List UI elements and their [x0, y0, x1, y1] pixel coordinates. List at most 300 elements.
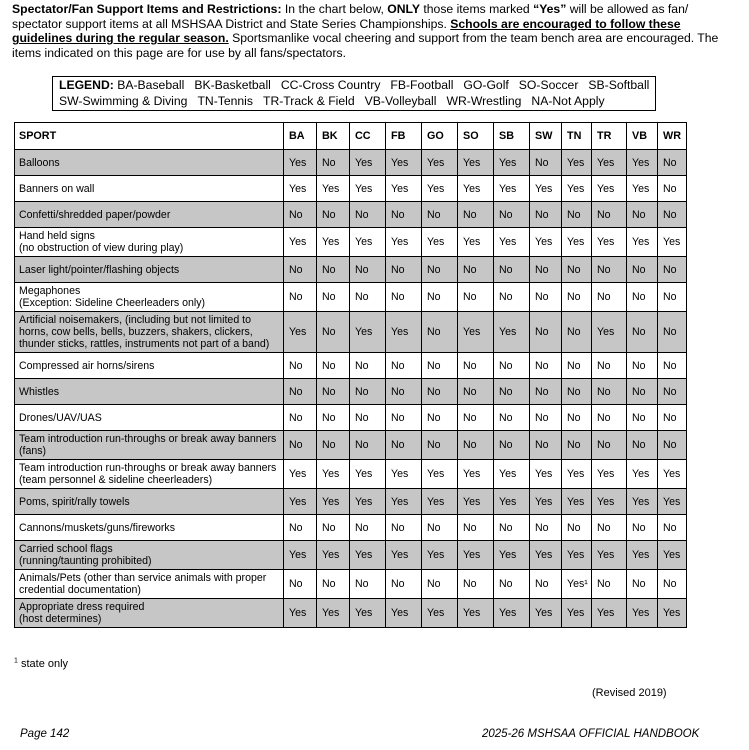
value-cell-cc: Yes	[350, 228, 386, 257]
value-cell-bk: No	[317, 515, 350, 541]
footnote-mark: 1	[14, 657, 18, 665]
value-cell-sb: No	[494, 570, 530, 599]
value-cell-sb: No	[494, 283, 530, 312]
value-cell-wr: No	[658, 257, 687, 283]
item-cell	[15, 541, 284, 570]
table-row	[15, 570, 687, 599]
value-cell-fb: Yes	[386, 541, 422, 570]
value-cell-fb: No	[386, 515, 422, 541]
table-row	[15, 257, 687, 283]
item-line: (team personnel & sideline cheerleaders)	[19, 474, 213, 486]
item-line: Compressed air horns/sirens	[19, 359, 155, 372]
value-cell-fb: No	[386, 570, 422, 599]
value-cell-fb: No	[386, 257, 422, 283]
value-cell-tn: No	[562, 257, 592, 283]
value-cell-tn: No	[562, 312, 592, 353]
value-cell-sb: Yes	[494, 460, 530, 489]
value-cell-sw: Yes	[530, 228, 562, 257]
value-cell-tr: Yes	[592, 150, 627, 176]
value-cell-fb: No	[386, 202, 422, 228]
value-cell-so: No	[458, 379, 494, 405]
item-line: (fans)	[19, 445, 47, 457]
column-header-bk: BK	[317, 123, 350, 150]
value-cell-go: No	[422, 257, 458, 283]
value-cell-tr: No	[592, 570, 627, 599]
column-header-wr: WR	[658, 123, 687, 150]
value-cell-fb: No	[386, 405, 422, 431]
item-cell	[15, 257, 284, 283]
value-cell-ba: No	[284, 405, 317, 431]
value-cell-tr: No	[592, 283, 627, 312]
value-cell-fb: No	[386, 283, 422, 312]
item-cell	[15, 283, 284, 312]
item-line: (host determines)	[19, 613, 102, 625]
item-line: Team introduction run-throughs or break away banners	[19, 462, 277, 474]
value-cell-sb: Yes	[494, 312, 530, 353]
value-cell-bk: No	[317, 150, 350, 176]
column-header-sw: SW	[530, 123, 562, 150]
value-cell-sb: Yes	[494, 489, 530, 515]
legend-box	[52, 76, 656, 111]
revised-note: (Revised 2019)	[592, 687, 667, 699]
value-cell-vb: No	[627, 515, 658, 541]
legend-item: SB-Softball	[588, 78, 650, 92]
item-line: horns, cow bells, bells, buzzers, shakers, clickers,	[19, 326, 253, 338]
item-cell	[15, 515, 284, 541]
value-cell-cc: No	[350, 379, 386, 405]
value-cell-wr: No	[658, 150, 687, 176]
item-cell	[15, 570, 284, 599]
item-cell	[15, 599, 284, 628]
item-cell	[15, 176, 284, 202]
value-cell-go: No	[422, 515, 458, 541]
value-cell-cc: No	[350, 431, 386, 460]
value-cell-fb: No	[386, 379, 422, 405]
item-cell	[15, 150, 284, 176]
item-line: Whistles	[19, 385, 60, 398]
item-line: (running/taunting prohibited)	[19, 555, 152, 567]
value-cell-so: Yes	[458, 176, 494, 202]
value-cell-ba: No	[284, 202, 317, 228]
table-row	[15, 176, 687, 202]
value-cell-go: No	[422, 202, 458, 228]
value-cell-bk: No	[317, 312, 350, 353]
legend-item: BK-Basketball	[194, 78, 271, 92]
value-cell-tr: Yes	[592, 312, 627, 353]
legend-item: SW-Swimming & Diving	[59, 93, 188, 108]
value-cell-sw: No	[530, 353, 562, 379]
value-cell-go: Yes	[422, 228, 458, 257]
value-cell-tn: No	[562, 202, 592, 228]
item-cell	[15, 202, 284, 228]
item-line: credential documentation)	[19, 584, 141, 596]
value-cell-so: Yes	[458, 312, 494, 353]
value-cell-cc: No	[350, 257, 386, 283]
value-cell-fb: Yes	[386, 228, 422, 257]
value-cell-go: No	[422, 431, 458, 460]
value-cell-tr: No	[592, 202, 627, 228]
intro-text-2: those items marked	[419, 2, 534, 16]
value-cell-so: Yes	[458, 228, 494, 257]
page-number: Page 142	[20, 728, 70, 740]
value-cell-vb: No	[627, 570, 658, 599]
value-cell-go: Yes	[422, 460, 458, 489]
value-cell-tr: No	[592, 257, 627, 283]
legend-item: NA-Not Apply	[531, 93, 605, 108]
item-cell	[15, 353, 284, 379]
value-cell-tr: No	[592, 405, 627, 431]
value-cell-sb: No	[494, 431, 530, 460]
value-cell-vb: No	[627, 379, 658, 405]
value-cell-go: No	[422, 353, 458, 379]
value-cell-tn: Yes	[562, 228, 592, 257]
value-cell-wr: No	[658, 202, 687, 228]
value-cell-bk: Yes	[317, 489, 350, 515]
footnote	[14, 658, 68, 670]
item-line: Artificial noisemakers, (including but not limited to	[19, 314, 251, 326]
value-cell-sw: No	[530, 431, 562, 460]
table-row	[15, 541, 687, 570]
value-cell-tn: Yes¹	[562, 570, 592, 599]
value-cell-vb: No	[627, 431, 658, 460]
value-cell-ba: Yes	[284, 228, 317, 257]
value-cell-so: Yes	[458, 460, 494, 489]
value-cell-wr: No	[658, 379, 687, 405]
item-cell	[15, 228, 284, 257]
value-cell-tn: Yes	[562, 150, 592, 176]
value-cell-fb: Yes	[386, 460, 422, 489]
value-cell-wr: No	[658, 353, 687, 379]
value-cell-tr: No	[592, 353, 627, 379]
value-cell-sb: No	[494, 257, 530, 283]
value-cell-fb: No	[386, 431, 422, 460]
legend-label: LEGEND:	[59, 78, 114, 92]
legend-item: BA-Baseball	[117, 78, 185, 92]
value-cell-tr: No	[592, 515, 627, 541]
value-cell-wr: Yes	[658, 599, 687, 628]
value-cell-bk: No	[317, 570, 350, 599]
value-cell-so: No	[458, 431, 494, 460]
column-header-so: SO	[458, 123, 494, 150]
value-cell-wr: No	[658, 176, 687, 202]
value-cell-vb: No	[627, 353, 658, 379]
value-cell-sw: No	[530, 570, 562, 599]
value-cell-cc: No	[350, 283, 386, 312]
value-cell-bk: Yes	[317, 228, 350, 257]
value-cell-go: Yes	[422, 176, 458, 202]
intro-text-4: Sportsmanlike vocal cheering and support from the team bench area are encouraged. The items indicated on this page are for use by all fans/spectators.	[12, 31, 719, 60]
value-cell-so: Yes	[458, 150, 494, 176]
intro-text-3: will be allowed as fan/ spectator support items at all MSHSAA District and State Series Championships.	[12, 2, 689, 31]
column-header-vb: VB	[627, 123, 658, 150]
item-line: Poms, spirit/rally towels	[19, 495, 130, 508]
value-cell-go: No	[422, 283, 458, 312]
value-cell-sw: No	[530, 150, 562, 176]
value-cell-sb: No	[494, 405, 530, 431]
value-cell-tr: Yes	[592, 460, 627, 489]
value-cell-sb: Yes	[494, 541, 530, 570]
value-cell-cc: Yes	[350, 541, 386, 570]
value-cell-sw: Yes	[530, 541, 562, 570]
item-cell	[15, 405, 284, 431]
value-cell-fb: Yes	[386, 312, 422, 353]
value-cell-wr: Yes	[658, 228, 687, 257]
value-cell-ba: Yes	[284, 312, 317, 353]
value-cell-ba: Yes	[284, 541, 317, 570]
value-cell-sb: Yes	[494, 176, 530, 202]
value-cell-so: No	[458, 202, 494, 228]
value-cell-bk: Yes	[317, 176, 350, 202]
value-cell-ba: No	[284, 257, 317, 283]
value-cell-bk: Yes	[317, 541, 350, 570]
value-cell-tn: Yes	[562, 599, 592, 628]
value-cell-cc: Yes	[350, 489, 386, 515]
item-line: Laser light/pointer/flashing objects	[19, 263, 180, 276]
value-cell-cc: No	[350, 405, 386, 431]
value-cell-bk: No	[317, 379, 350, 405]
table-row	[15, 431, 687, 460]
value-cell-bk: No	[317, 353, 350, 379]
table-row	[15, 515, 687, 541]
value-cell-sb: No	[494, 353, 530, 379]
column-header-go: GO	[422, 123, 458, 150]
value-cell-ba: No	[284, 431, 317, 460]
value-cell-wr: No	[658, 405, 687, 431]
legend-item: TR-Track & Field	[263, 93, 355, 108]
item-line: Hand held signs	[19, 230, 95, 242]
value-cell-ba: Yes	[284, 599, 317, 628]
column-header-tn: TN	[562, 123, 592, 150]
value-cell-vb: Yes	[627, 176, 658, 202]
item-line: Appropriate dress required	[19, 601, 145, 613]
value-cell-sw: No	[530, 283, 562, 312]
value-cell-go: No	[422, 405, 458, 431]
value-cell-so: No	[458, 353, 494, 379]
value-cell-so: No	[458, 283, 494, 312]
value-cell-tn: No	[562, 283, 592, 312]
value-cell-tr: Yes	[592, 599, 627, 628]
value-cell-tn: No	[562, 379, 592, 405]
value-cell-go: No	[422, 570, 458, 599]
value-cell-vb: No	[627, 257, 658, 283]
value-cell-so: No	[458, 405, 494, 431]
footnote-text: state only	[17, 658, 69, 670]
intro-heading: Spectator/Fan Support Items and Restrictions:	[12, 2, 282, 16]
table-row	[15, 353, 687, 379]
item-cell	[15, 379, 284, 405]
value-cell-tr: Yes	[592, 541, 627, 570]
value-cell-wr: No	[658, 283, 687, 312]
value-cell-sb: Yes	[494, 599, 530, 628]
column-header-sport: SPORT	[15, 123, 284, 150]
table-row	[15, 489, 687, 515]
value-cell-sb: Yes	[494, 150, 530, 176]
table-row	[15, 405, 687, 431]
legend-item: TN-Tennis	[197, 93, 253, 108]
value-cell-go: Yes	[422, 150, 458, 176]
table-row	[15, 228, 687, 257]
value-cell-ba: Yes	[284, 489, 317, 515]
value-cell-wr: Yes	[658, 460, 687, 489]
table-row	[15, 283, 687, 312]
item-line: thunder sticks, rattles, instruments not part of a band)	[19, 338, 270, 350]
item-line: Banners on wall	[19, 182, 95, 195]
value-cell-ba: Yes	[284, 460, 317, 489]
value-cell-tn: No	[562, 515, 592, 541]
value-cell-sw: No	[530, 257, 562, 283]
value-cell-wr: No	[658, 570, 687, 599]
legend-row-1	[59, 78, 649, 94]
handbook-title: 2025-26 MSHSAA OFFICIAL HANDBOOK	[482, 728, 700, 740]
legend-item: SO-Soccer	[518, 78, 579, 92]
column-header-fb: FB	[386, 123, 422, 150]
value-cell-sw: No	[530, 312, 562, 353]
value-cell-sb: No	[494, 379, 530, 405]
value-cell-cc: Yes	[350, 176, 386, 202]
value-cell-go: Yes	[422, 489, 458, 515]
value-cell-so: Yes	[458, 541, 494, 570]
table-row	[15, 202, 687, 228]
value-cell-cc: No	[350, 202, 386, 228]
value-cell-so: No	[458, 257, 494, 283]
value-cell-fb: Yes	[386, 489, 422, 515]
value-cell-cc: No	[350, 353, 386, 379]
legend-item: CC-Cross Country	[280, 78, 381, 92]
value-cell-vb: Yes	[627, 599, 658, 628]
value-cell-sw: Yes	[530, 176, 562, 202]
item-cell	[15, 431, 284, 460]
value-cell-fb: No	[386, 353, 422, 379]
value-cell-cc: Yes	[350, 312, 386, 353]
intro-text-1: In the chart below,	[281, 2, 388, 16]
value-cell-cc: No	[350, 570, 386, 599]
value-cell-wr: Yes	[658, 489, 687, 515]
value-cell-tr: No	[592, 431, 627, 460]
item-line: Animals/Pets (other than service animals with proper	[19, 572, 267, 584]
value-cell-tn: Yes	[562, 460, 592, 489]
value-cell-bk: Yes	[317, 599, 350, 628]
legend-item: WR-Wrestling	[446, 93, 522, 108]
value-cell-ba: No	[284, 283, 317, 312]
table-row	[15, 379, 687, 405]
intro-yes: “Yes”	[533, 2, 567, 16]
item-cell	[15, 312, 284, 353]
value-cell-cc: Yes	[350, 599, 386, 628]
item-line: Confetti/shredded paper/powder	[19, 208, 171, 221]
legend-row-2	[59, 94, 649, 110]
value-cell-wr: No	[658, 431, 687, 460]
value-cell-sw: No	[530, 202, 562, 228]
value-cell-tn: No	[562, 405, 592, 431]
value-cell-ba: No	[284, 515, 317, 541]
value-cell-tr: No	[592, 379, 627, 405]
value-cell-vb: Yes	[627, 228, 658, 257]
value-cell-sb: No	[494, 202, 530, 228]
column-header-cc: CC	[350, 123, 386, 150]
intro-paragraph	[12, 2, 728, 60]
value-cell-cc: No	[350, 515, 386, 541]
value-cell-go: No	[422, 312, 458, 353]
value-cell-go: Yes	[422, 541, 458, 570]
value-cell-fb: Yes	[386, 150, 422, 176]
value-cell-bk: No	[317, 283, 350, 312]
legend-item: GO-Golf	[463, 78, 509, 92]
value-cell-tn: Yes	[562, 176, 592, 202]
value-cell-sw: Yes	[530, 599, 562, 628]
value-cell-vb: Yes	[627, 460, 658, 489]
table-row	[15, 150, 687, 176]
value-cell-vb: No	[627, 405, 658, 431]
value-cell-so: No	[458, 570, 494, 599]
value-cell-bk: Yes	[317, 460, 350, 489]
value-cell-ba: Yes	[284, 176, 317, 202]
value-cell-sw: No	[530, 405, 562, 431]
value-cell-sb: No	[494, 515, 530, 541]
value-cell-bk: No	[317, 405, 350, 431]
value-cell-ba: No	[284, 379, 317, 405]
value-cell-bk: No	[317, 431, 350, 460]
column-header-ba: BA	[284, 123, 317, 150]
value-cell-ba: No	[284, 353, 317, 379]
value-cell-ba: Yes	[284, 150, 317, 176]
value-cell-ba: No	[284, 570, 317, 599]
value-cell-cc: Yes	[350, 150, 386, 176]
value-cell-bk: No	[317, 257, 350, 283]
item-line: Drones/UAV/UAS	[19, 411, 102, 424]
item-cell	[15, 489, 284, 515]
item-line: Carried school flags	[19, 543, 113, 555]
item-line: Balloons	[19, 156, 60, 169]
table-row	[15, 599, 687, 628]
item-line: Megaphones	[19, 285, 81, 297]
value-cell-vb: Yes	[627, 150, 658, 176]
item-line: Team introduction run-throughs or break away banners	[19, 433, 277, 445]
value-cell-so: No	[458, 515, 494, 541]
value-cell-sw: Yes	[530, 489, 562, 515]
value-cell-tr: Yes	[592, 228, 627, 257]
column-header-sb: SB	[494, 123, 530, 150]
intro-encouraged: Schools are encouraged to follow these guidelines during the regular season.	[12, 16, 681, 46]
value-cell-sw: No	[530, 379, 562, 405]
value-cell-tn: Yes	[562, 541, 592, 570]
value-cell-wr: No	[658, 312, 687, 353]
fan-support-table	[14, 122, 687, 628]
value-cell-fb: Yes	[386, 176, 422, 202]
value-cell-so: Yes	[458, 599, 494, 628]
value-cell-cc: Yes	[350, 460, 386, 489]
value-cell-bk: No	[317, 202, 350, 228]
legend-item: FB-Football	[390, 78, 454, 92]
item-line: (Exception: Sideline Cheerleaders only)	[19, 297, 206, 309]
item-line: (no obstruction of view during play)	[19, 242, 184, 254]
value-cell-tn: No	[562, 431, 592, 460]
value-cell-sw: No	[530, 515, 562, 541]
value-cell-vb: Yes	[627, 489, 658, 515]
value-cell-wr: No	[658, 515, 687, 541]
legend-item: VB-Volleyball	[364, 93, 437, 108]
table-row	[15, 312, 687, 353]
intro-only: ONLY	[387, 2, 420, 16]
value-cell-so: Yes	[458, 489, 494, 515]
value-cell-vb: No	[627, 312, 658, 353]
value-cell-tr: Yes	[592, 489, 627, 515]
value-cell-vb: No	[627, 283, 658, 312]
value-cell-tn: Yes	[562, 489, 592, 515]
value-cell-sw: Yes	[530, 460, 562, 489]
value-cell-tn: No	[562, 353, 592, 379]
column-header-tr: TR	[592, 123, 627, 150]
value-cell-fb: Yes	[386, 599, 422, 628]
